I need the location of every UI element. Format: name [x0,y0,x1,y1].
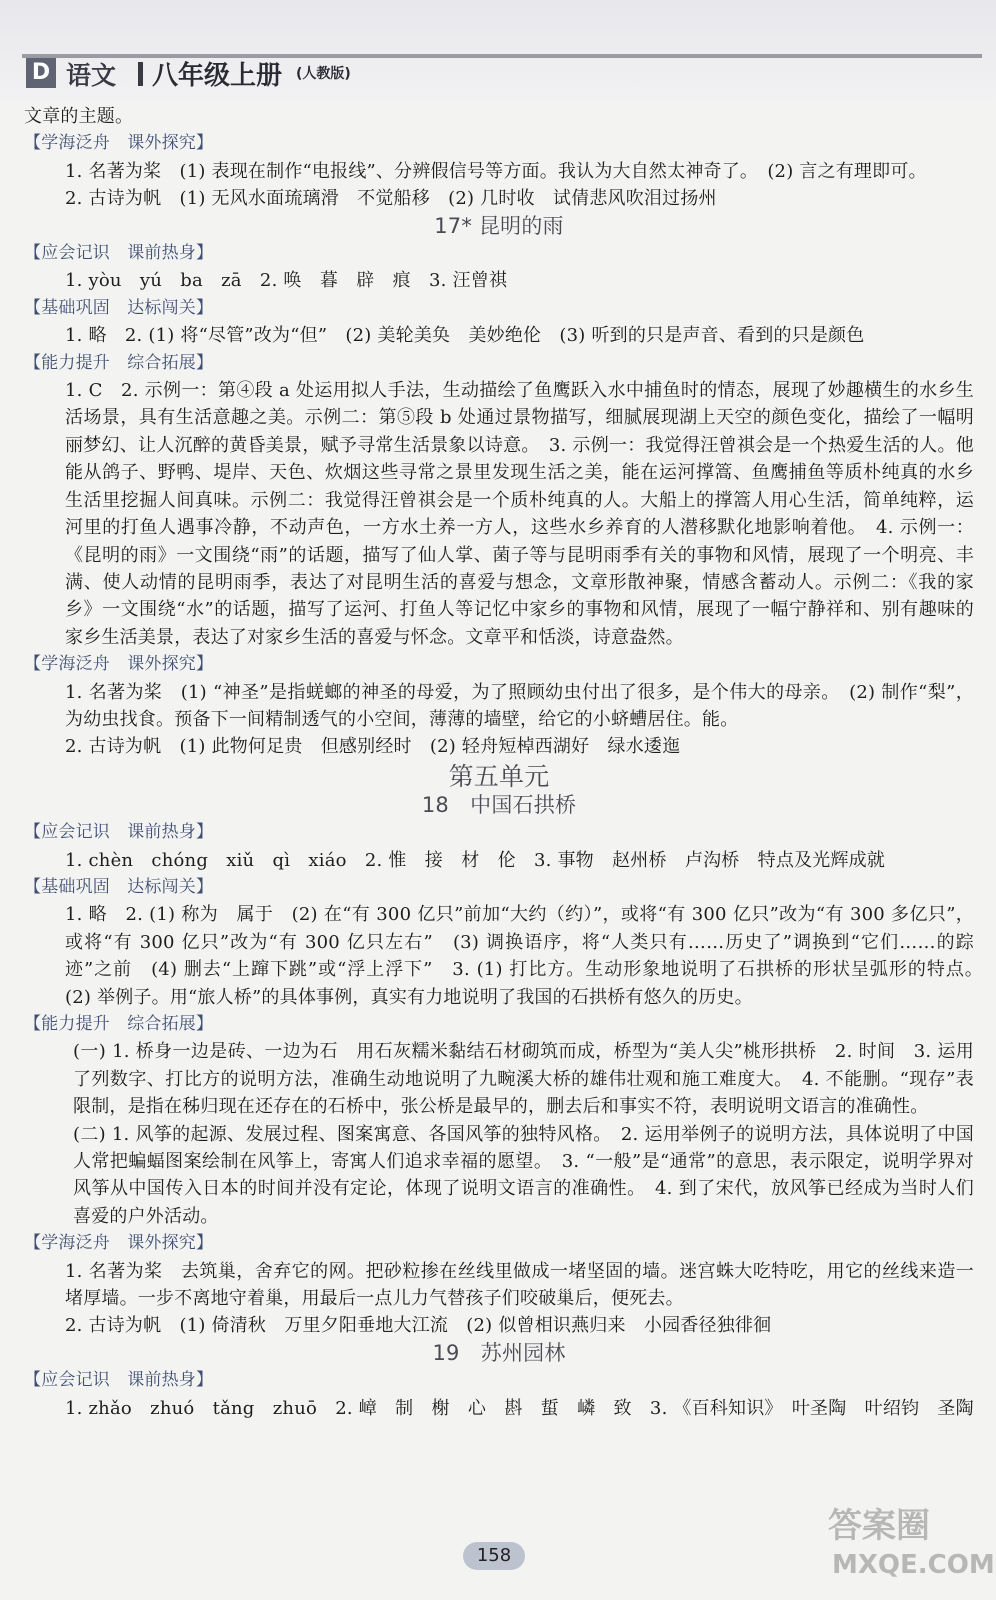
lesson-title: 17* 昆明的雨 [434,213,564,238]
text-line: 文章的主题。 [24,106,134,127]
answer-paragraph: 1. zhǎo zhuó tǎng zhuō 2. 嶂 制 榭 心 斟 蜇 嶙 致 3. 《百科知识》 叶圣陶 叶绍钧 圣陶 [65,1397,974,1419]
section-tag: 【应会记识 课前热身】 [24,822,214,843]
section-tag: 【基础巩固 达标闯关】 [24,876,214,897]
answer-paragraph: 1. 名著为桨 (1) 表现在制作“电报线”、分辨假信号等方面。我认为大自然太神奇了。 (2) 言之有理即可。 [65,160,927,182]
section-tag: 【能力提升 综合拓展】 [24,352,214,373]
watermark-brand-cn: 答案圈 [828,1506,930,1546]
answer-paragraph: (二) 1. 风筝的起源、发展过程、图案寓意、各国风筝的独特风格。 2. 运用举例子的说明方法，具体说明了中国人常把蝙蝠图案绘制在风筝上，寄寓人们追求幸福的愿望。 3. “一般”是“通常”的意思，表示限定，说明学界对风筝从中国传入日本的时间并没有定论，体现了说明文语言的准确性。 4. 到了宋代，放风筝已经成为当时人们喜爱的户外活动。 [73,1123,974,1227]
page-number: 158 [463,1542,525,1570]
section-tag: 【学海泛舟 课外探究】 [24,133,214,154]
watermark-logo [828,1498,995,1590]
section-tag: 【学海泛舟 课外探究】 [24,1233,214,1254]
subject-label: 语文 [66,61,117,90]
answer-paragraph: 1. C 2. 示例一：第④段 a 处运用拟人手法，生动描绘了鱼鹰跃入水中捕鱼时的情态，展现了妙趣横生的水乡生活场景，具有生活意趣之美。示例二：第⑤段 b 处通过景物描写，细腻展现湖上天空的颜色变化，描绘了一幅明丽梦幻、让人沉醉的黄昏美景，赋予寻常生活景象以诗意。 3. 示例一：我觉得汪曾祺会是一个热爱生活的人。他能从鸽子、野鸭、堤岸、天色、炊烟这些寻常之景里发现生活之美，能在运河撑篙、鱼鹰捕鱼等质朴纯真的水乡生活里挖掘人间真味。示例二：我觉得汪曾祺会是一个质朴纯真的人。大船上的撑篙人用心生活，简单纯粹，运河里的打鱼人遇事冷静，不动声色，一方水土养一方人，这些水乡养育的人潜移默化地影响着他。 4. 示例一：《昆明的雨》一文围绕“雨”的话题，描写了仙人掌、菌子等与昆明雨季有关的事物和风情，展现了一个明亮、丰满、使人动情的昆明雨季，表达了对昆明生活的喜爱与想念，文章形散神聚，情感含蓄动人。示例二：《我的家乡》一文围绕“水”的话题，描写了运河、打鱼人等记忆中家乡的事物和风情，展现了一幅宁静祥和、别有趣味的家乡生活美景，表达了对家乡生活的喜爱与怀念。文章平和恬淡，诗意盎然。 [65,380,974,648]
section-tag: 【学海泛舟 课外探究】 [24,654,214,675]
answer-paragraph: 1. 略 2. (1) 将“尽管”改为“但” (2) 美轮美奂 美妙绝伦 (3) 听到的只是声音、看到的只是颜色 [65,325,865,347]
answer-paragraph: 1. 略 2. (1) 称为 属于 (2) 在“有 300 亿只”前加“大约（约）”，或将“有 300 亿只”改为“有 300 多亿只”，或将“有 300 亿只”改为“有 300 亿只左右” (3) 调换语序，将“人类只有……历史了”调换到“它们……的踪迹”之前 (4) 删去“上蹿下跳”或“浮上浮下” 3. (1) 打比方。生动形象地说明了石拱桥的形状呈弧形的特点。 (2) 举例子。用“旅人桥”的具体事例，真实有力地说明了我国的石拱桥有悠久的历史。 [65,904,993,1008]
answer-content [24,103,993,1422]
answer-paragraph: 1. 名著为桨 (1) “神圣”是指蜣螂的神圣的母爱，为了照顾幼虫付出了很多，是个伟大的母亲。 (2) 制作“梨”，为幼虫找食。预备下一间精制透气的小空间，薄薄的墙壁，给它的小蛴螬居住。能。 [65,681,974,730]
answer-paragraph: 2. 古诗为帆 (1) 此物何足贵 但感别经时 (2) 轻舟短棹西湖好 绿水逶迤 [65,736,681,758]
grade-label: 八年级上册 [152,61,283,91]
section-tag: 【基础巩固 达标闯关】 [24,297,214,318]
answer-paragraph: 1. chèn chóng xiǔ qì xiáo 2. 惟 接 材 伦 3. 事物 赵州桥 卢沟桥 特点及光辉成就 [65,849,886,871]
answer-paragraph: 1. 名著为桨 去筑巢，舍弃它的网。把砂粒掺在丝线里做成一堵坚固的墙。迷宫蛛大吃特吃，用它的丝线来造一堵厚墙。一步不离地守着巢，用最后一点儿力气替孩子们咬破巢后，便死去。 [65,1260,974,1310]
answer-paragraph: 2. 古诗为帆 (1) 倚清秋 万里夕阳垂地大江流 (2) 似曾相识燕归来 小园香径独徘徊 [65,1315,772,1337]
header-separator [138,62,143,86]
lesson-title: 19 苏州园林 [432,1340,566,1365]
section-tag: 【应会记识 课前热身】 [24,243,214,264]
watermark-brand-en: MXQE.COM [832,1550,995,1580]
edition-label: (人教版) [296,66,351,82]
answer-paragraph: 1. yòu yú ba zā 2. 唤 暮 辟 痕 3. 汪曾祺 [65,270,508,292]
unit-title: 第五单元 [448,761,550,791]
section-tag: 【应会记识 课前热身】 [24,1370,214,1391]
answer-paragraph: (一) 1. 桥身一边是砖、一边为石 用石灰糯米黏结石材砌筑而成，桥型为“美人尖”桃形拱桥 2. 时间 3. 运用了列数字、打比方的说明方法，准确生动地说明了九畹溪大桥的雄伟壮观和施工难度大。 4. 不能删。“现存”表限制，是指在秭归现在还存在的石桥中，张公桥是最早的，删去后和事实不符，表明说明文语言的准确性。 [73,1041,974,1118]
page-header [0,0,996,100]
level-badge: D [26,58,56,88]
section-tag: 【能力提升 综合拓展】 [24,1014,214,1034]
lesson-title: 18 中国石拱桥 [421,792,577,817]
answer-paragraph: 2. 古诗为帆 (1) 无风水面琉璃滑 不觉船移 (2) 几时收 试倩悲风吹泪过扬州 [65,188,717,210]
